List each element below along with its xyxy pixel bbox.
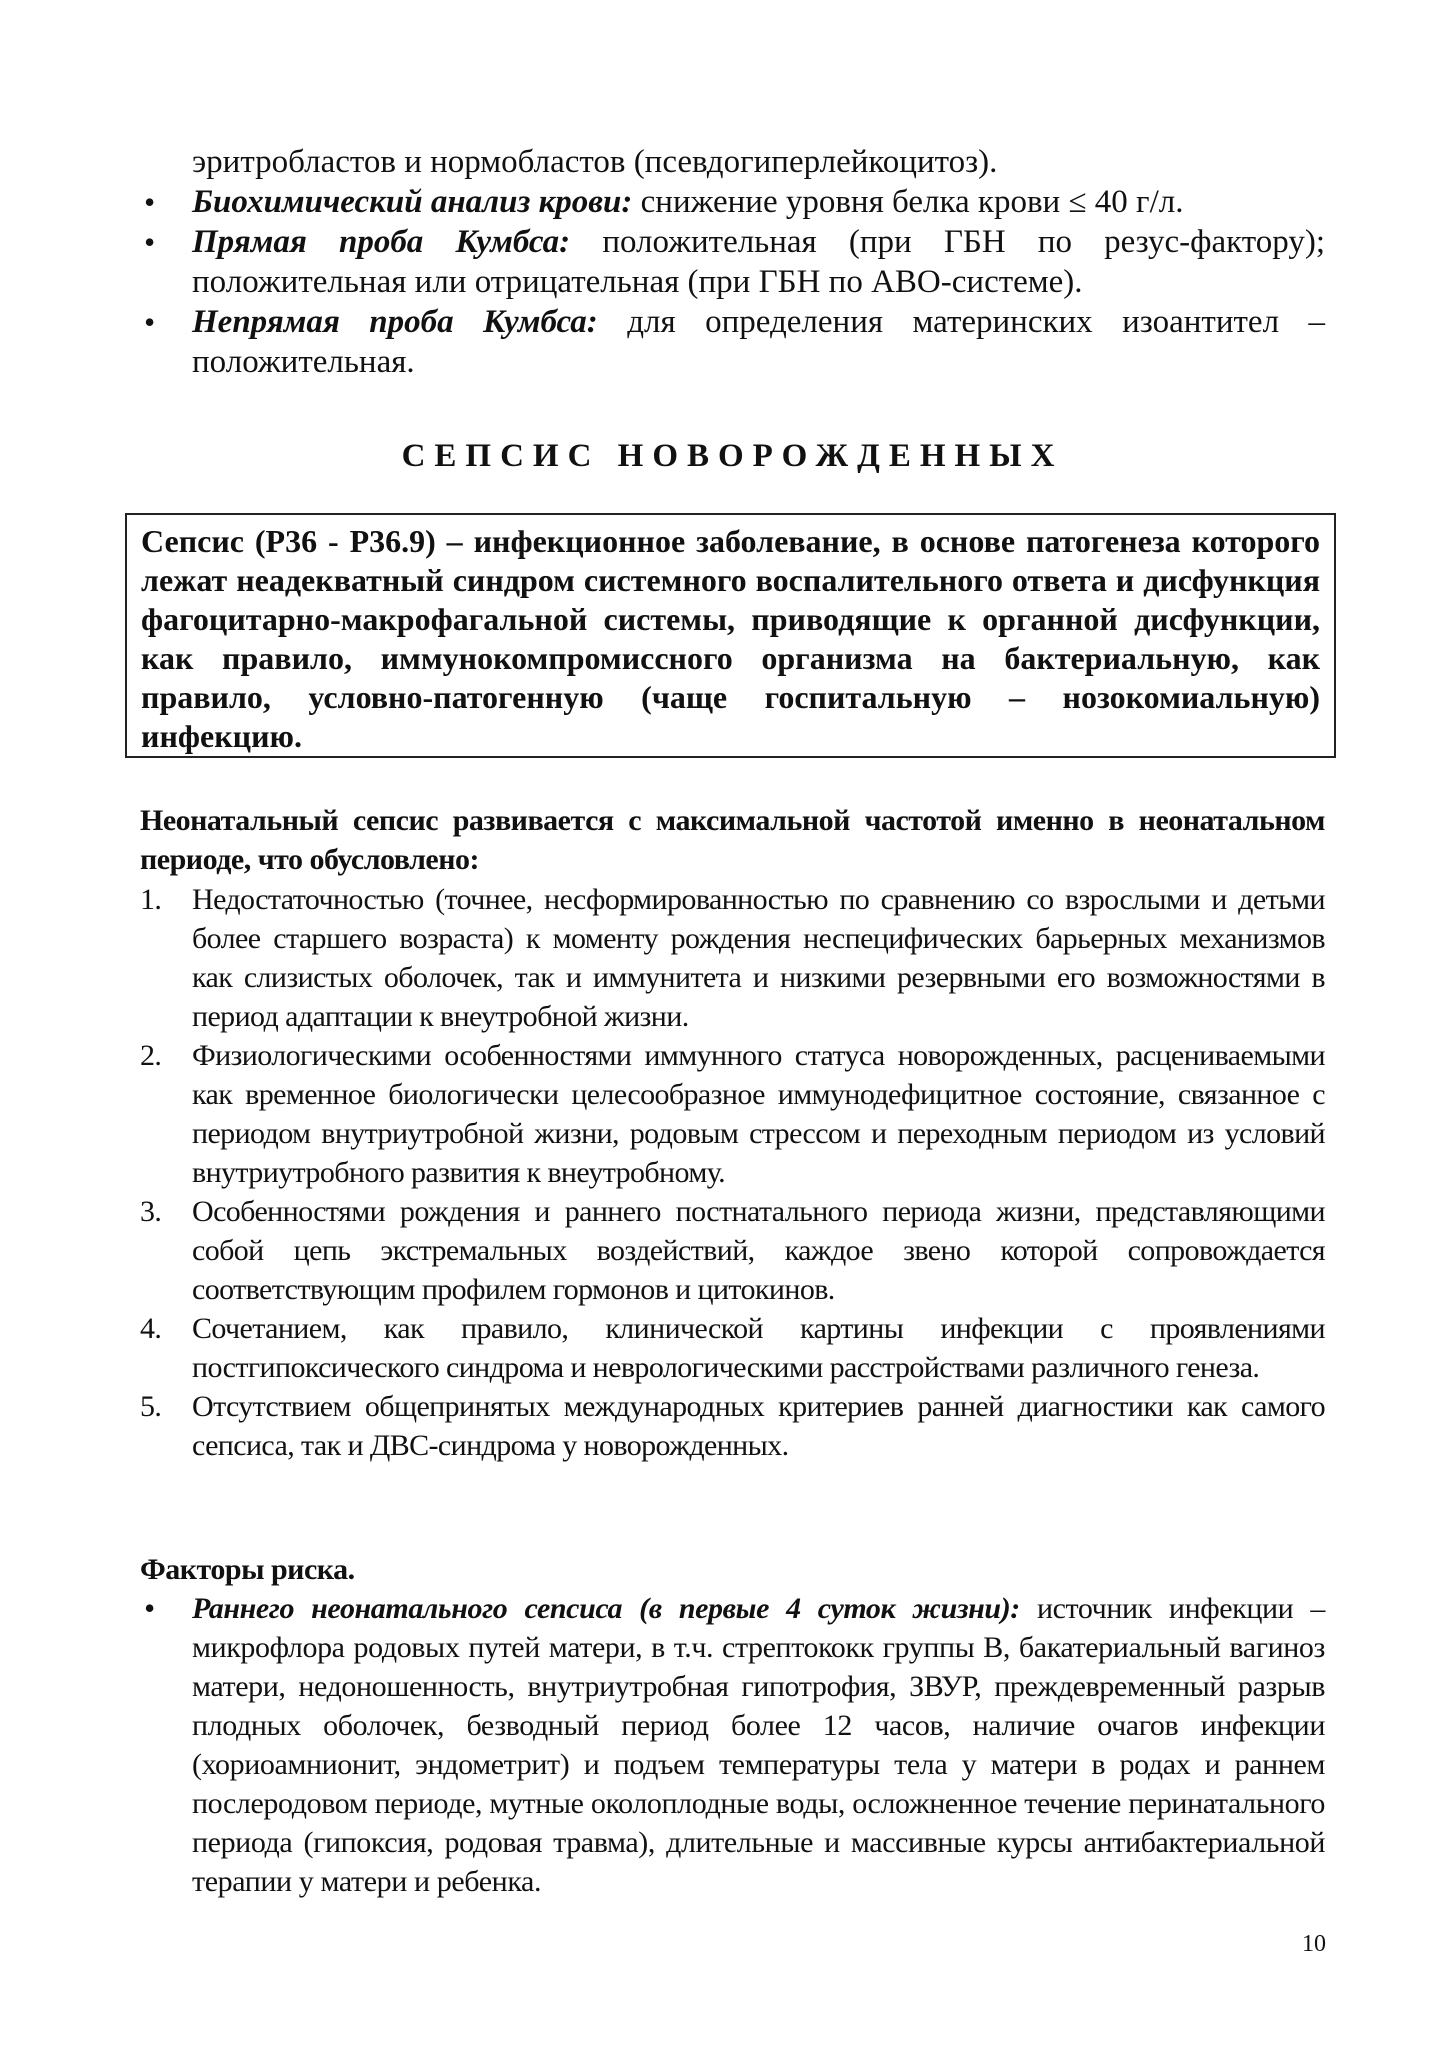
- reasons-list: [140, 880, 1325, 1465]
- item-term: Непрямая проба Кумбса:: [192, 304, 598, 340]
- continuation-line: эритробластов и нормобластов (псевдогиперлейкоцитоз).: [192, 144, 998, 180]
- item-text: Сочетанием, как правило, клинической картины инфекции с проявлениями постгипоксического синдрома и неврологическими расстройствами различного генеза.: [192, 1312, 1325, 1384]
- definition-text: Сепсис (Р36 - Р36.9) – инфекционное заболевание, в основе патогенеза которого лежат неадекватный синдром системного воспалительного ответа и дисфункция фагоцитарно-макрофагальной системы, приводящие к органной дисфункции, как правило, иммунокомпромиссного организма на бактериальную, как правило, условно-патогенную (чаще госпитальную – нозокомиальную) инфекцию.: [141, 523, 1320, 754]
- page-number: 10: [1302, 1931, 1326, 1957]
- item-number: 5.: [140, 1390, 162, 1423]
- list-item: [140, 222, 1325, 302]
- section-title: СЕПСИС НОВОРОЖДЕННЫХ: [401, 438, 1064, 474]
- list-item: [140, 182, 1325, 222]
- item-number: 1.: [140, 883, 162, 916]
- lab-findings-list: [140, 182, 1325, 382]
- risk-heading: Факторы риска.: [140, 1553, 355, 1586]
- item-text: Отсутствием общепринятых международных критериев ранней диагностики как самого сепсиса, так и ДВС-синдрома у новорожденных.: [192, 1390, 1325, 1462]
- risk-list: [140, 1589, 1325, 1901]
- item-text: Особенностями рождения и раннего постнатального периода жизни, представляющими собой цепь экстремальных воздействий, каждое звено которой сопровождается соответствующим профилем гормонов и цитокинов.: [192, 1195, 1325, 1306]
- list-item: [140, 1387, 1325, 1465]
- list-item: [140, 880, 1325, 1036]
- item-term: Прямая проба Кумбса:: [192, 224, 571, 260]
- definition-box: [125, 513, 1336, 758]
- item-text: для определения материнских изоантител – положительная.: [192, 304, 1326, 380]
- item-number: 2.: [140, 1039, 162, 1072]
- item-text: источник инфекции – микрофлора родовых путей матери, в т.ч. стрептококк группы В, бакатериальный вагиноз матери, недоношенность, внутриутробная гипотрофия, ЗВУР, преждевременный разрыв плодных оболочек, безводный период более 12 часов, наличие очагов инфекции (хориоамнионит, эндометрит) и подъем температуры тела у матери в родах и раннем послеродовом периоде, мутные околоплодные воды, осложненное течение перинатального периода (гипоксия, родовая травма), длительные и массивные курсы антибактериальной терапии у матери и ребенка.: [192, 1592, 1325, 1898]
- list-item: [140, 1589, 1325, 1901]
- list-item: [140, 1309, 1325, 1387]
- list-item: [140, 302, 1325, 382]
- item-text: положительная (при ГБН по резус-фактору); положительная или отрицательная (при ГБН по АВО-системе).: [192, 224, 1325, 300]
- list-item: [140, 1036, 1325, 1192]
- item-term: Биохимический анализ крови:: [192, 184, 633, 220]
- bullet-marker: •: [144, 1590, 155, 1626]
- item-text: Недостаточностью (точнее, несформированностью по сравнению со взрослыми и детьми более старшего возраста) к моменту рождения неспецифических барьерных механизмов как слизистых оболочек, так и иммунитета и низкими резервными его возможностями в период адаптации к внеутробной жизни.: [192, 883, 1325, 1033]
- item-number: 3.: [140, 1195, 162, 1228]
- bullet-marker: •: [144, 184, 156, 220]
- item-text: снижение уровня белка крови ≤ 40 г/л.: [632, 184, 1184, 220]
- item-term: Раннего неонатального сепсиса (в первые 4 суток жизни):: [192, 1592, 1020, 1625]
- list-item: [140, 1192, 1325, 1309]
- item-number: 4.: [140, 1312, 162, 1345]
- bullet-marker: •: [144, 224, 156, 260]
- neonatal-lead: Неонатальный сепсис развивается с максимальной частотой именно в неонатальном периоде, что обусловлено:: [140, 804, 1325, 876]
- bullet-marker: •: [144, 304, 156, 340]
- item-text: Физиологическими особенностями иммунного статуса новорожденных, расцениваемыми как временное биологически целесообразное иммунодефицитное состояние, связанное с периодом внутриутробной жизни, родовым стрессом и переходным периодом из условий внутриутробного развития к внеутробному.: [192, 1039, 1325, 1189]
